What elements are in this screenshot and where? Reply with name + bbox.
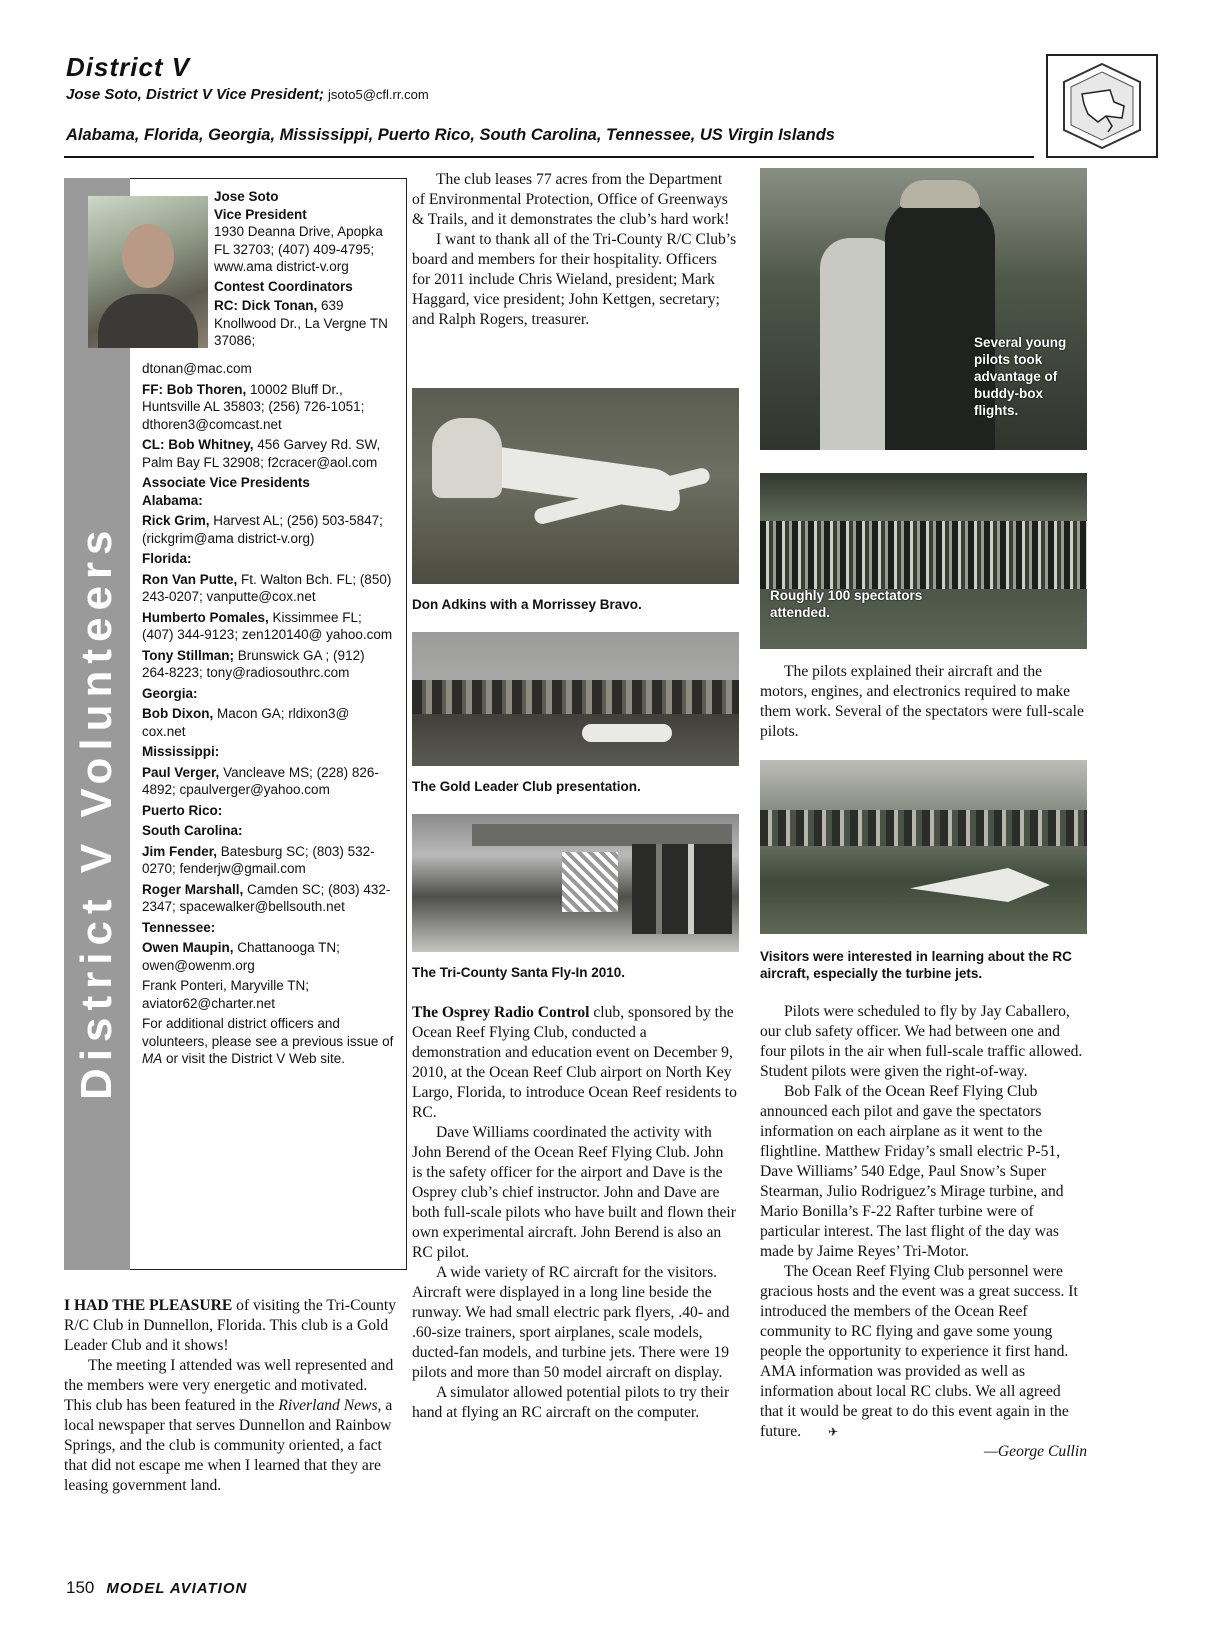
- ms-avp-name: Paul Verger,: [142, 764, 220, 780]
- ff-coordinator-info: 10002 Bluff Dr., Huntsville AL 35803; (256) 726-1051; dthoren3@comcast.net: [142, 381, 365, 432]
- volunteer-list: [142, 360, 394, 1068]
- vp-email: jsoto5@cfl.rr.com: [328, 87, 429, 102]
- sc-avp2-name: Roger Marshall,: [142, 881, 244, 897]
- district-title: District V: [66, 52, 191, 82]
- caption-photo3: The Tri-County Santa Fly-In 2010.: [412, 965, 626, 980]
- fl-avp2-info: Kissimmee FL; (407) 344-9123; zen120140@ yahoo.com: [142, 609, 393, 642]
- tn-avp1-info: Chattanooga TN; owen@owenm.org: [142, 940, 340, 973]
- article-c3-p1: The pilots explained their aircraft and the motors, engines, and electronics required to make them work. Several of the spectators were full-scale pilots.: [760, 663, 1084, 740]
- magazine-name: MODEL AVIATION: [106, 1580, 248, 1597]
- fl-avp1-info: Ft. Walton Bch. FL; (850) 243-0207; vanputte@cox.net: [142, 571, 392, 604]
- photo-hat: [900, 180, 980, 208]
- article-column-1: [64, 1296, 398, 1496]
- article-column-3-bottom: [760, 1002, 1087, 1462]
- al-avp-info: Harvest AL; (256) 503-5847; (rickgrim@ama district-v.org): [142, 513, 383, 546]
- district-map-logo: [1046, 54, 1158, 158]
- ff-coordinator-name: FF: Bob Thoren,: [142, 381, 247, 397]
- article-c1-p1: of visiting the Tri-County R/C Club in Dunnellon, Florida. This club is a Gold Leader Club and it shows!: [64, 1297, 397, 1354]
- article-c1-p2a: The meeting I attended was well represented and the members were very energetic and motivated. This club has been featured in the: [64, 1357, 394, 1414]
- photo-jet-model: [910, 868, 1050, 902]
- fl-avp3-name: Tony Stillman;: [142, 647, 235, 663]
- state-mississippi: Mississippi:: [142, 744, 220, 759]
- state-tennessee: Tennessee:: [142, 919, 216, 935]
- article-c2-p1: The club leases 77 acres from the Department of Environmental Protection, Office of Greenways & Trails, and it demonstrates the club’s hard work!: [412, 171, 730, 228]
- vp-name: Jose Soto: [214, 189, 279, 204]
- article-c2-p3: club, sponsored by the Ocean Reef Flying Club, conducted a demonstration and education event on December 9, 2010, at the Ocean Reef Club airport on North Key Largo, Florida, to introduce Ocean Reef residents to RC.: [412, 1004, 737, 1121]
- ga-avp-name: Bob Dixon,: [142, 706, 214, 721]
- article-lead: I HAD THE PLEASURE: [64, 1297, 233, 1314]
- cl-coordinator-name: CL: Bob Whitney,: [142, 437, 254, 452]
- article-column-2-bottom: [412, 1003, 737, 1423]
- tn-avp2: Frank Ponteri, Maryville TN; aviator62@charter.net: [142, 978, 310, 1011]
- rc-coordinator-email: dtonan@mac.com: [142, 361, 252, 376]
- rc-coordinator-info: 639 Knollwood Dr., La Vergne TN 37086;: [214, 298, 388, 348]
- ga-avp-info: Macon GA; rldixon3@ cox.net: [142, 706, 350, 739]
- photo-young-pilots: [760, 168, 1087, 450]
- page-footer: [66, 1578, 247, 1598]
- fl-avp1-name: Ron Van Putte,: [142, 571, 238, 587]
- photo-crowd: [760, 521, 1087, 589]
- district-map-icon: [1048, 56, 1156, 156]
- photo-lattice: [562, 852, 618, 912]
- article-c2-p2: I want to thank all of the Tri-County R/C Club’s board and members for their hospitality. Officers for 2011 include Chris Wieland, president; Mark Haggard, vice president; John Kettgen, secretary; and Ralph Rogers, treasurer.: [412, 231, 737, 328]
- caption-photo4: Several young pilots took advantage of buddy-box flights.: [974, 335, 1067, 418]
- vp-address: 1930 Deanna Drive, Apopka FL 32703; (407) 409-4795; www.ama district-v.org: [214, 224, 383, 274]
- fl-avp2-name: Humberto Pomales,: [142, 609, 269, 625]
- fl-avp3-info: Brunswick GA ; (912) 264-8223; tony@radiosouthrc.com: [142, 647, 365, 680]
- photo-model-plane: [582, 724, 672, 742]
- article-c2-p4: Dave Williams coordinated the activity with John Berend of the Ocean Reef Flying Club. John is the safety officer for the airport and Dave is the Osprey club’s chief instructor. John and Dave are both full-scale pilots who have built and flown their own experimental aircraft. John Berend is also an RC pilot.: [412, 1124, 736, 1261]
- sidebar-note-ma: MA: [142, 1051, 163, 1066]
- district-states: Alabama, Florida, Georgia, Mississippi, Puerto Rico, South Carolina, Tennessee, US Virgin Islands: [66, 126, 835, 144]
- rc-coordinator-name: RC: Dick Tonan,: [214, 298, 318, 313]
- photo-don-adkins: [412, 388, 739, 584]
- sc-avp1-info: Batesburg SC; (803) 532-0270; fenderjw@gmail.com: [142, 843, 375, 876]
- ms-avp-info: Vancleave MS; (228) 826-4892; cpaulverger@yahoo.com: [142, 764, 379, 797]
- caption-photo6: Visitors were interested in learning about the RC aircraft, especially the turbine jets.: [760, 949, 1072, 981]
- portrait-face: [122, 224, 174, 288]
- article-c2-p5: A wide variety of RC aircraft for the visitors. Aircraft were displayed in a long line beside the runway. We had small electric park flyers, .40- and .60-size trainers, sport airplanes, scale models, ducted-fan models, and turbine jets. There were 19 pilots and more than 50 model aircraft on display.: [412, 1264, 730, 1381]
- state-georgia: Georgia:: [142, 685, 198, 701]
- header-divider: [64, 156, 1034, 158]
- photo-santa-fly-in: [412, 814, 739, 952]
- contest-heading: Contest Coordinators: [214, 278, 353, 294]
- caption-photo1: Don Adkins with a Morrissey Bravo.: [412, 597, 642, 612]
- state-puerto-rico: Puerto Rico:: [142, 802, 223, 818]
- caption-photo2: The Gold Leader Club presentation.: [412, 779, 641, 794]
- state-florida: Florida:: [142, 551, 192, 566]
- photo-turbine-jets: [760, 760, 1087, 934]
- volunteers-banner-text: District V Volunteers: [72, 523, 121, 1100]
- article-c1-p2b: a local newspaper that serves Dunnellon and Rainbow Springs, and the club is community oriented, a fact that did not escape me when I learned that they are leasing government land.: [64, 1397, 393, 1494]
- photo-spectators: [760, 473, 1087, 649]
- caption-photo5: Roughly 100 spectators attended.: [770, 588, 923, 620]
- vp-title: Vice President: [214, 206, 307, 222]
- state-south-carolina: South Carolina:: [142, 823, 243, 838]
- photo-gold-leader: [412, 632, 739, 766]
- article-signature: —George Cullin: [984, 1443, 1087, 1460]
- avp-heading: Associate Vice Presidents: [142, 475, 310, 490]
- article-column-2-top: [412, 170, 737, 330]
- state-alabama: Alabama:: [142, 492, 203, 508]
- photo-person: [432, 418, 502, 498]
- vp-line: Jose Soto, District V Vice President;: [66, 86, 324, 103]
- photo-people: [632, 844, 732, 934]
- photo-pavilion-roof: [472, 824, 732, 846]
- page-number: 150: [66, 1578, 95, 1597]
- sc-avp1-name: Jim Fender,: [142, 843, 218, 859]
- article-column-3-top: [760, 662, 1087, 742]
- end-mark-icon: ✈: [828, 1425, 839, 1439]
- article-lead-2: The Osprey Radio Control: [412, 1004, 590, 1021]
- sidebar-note-b: or visit the District V Web site.: [162, 1051, 346, 1066]
- al-avp-name: Rick Grim,: [142, 513, 210, 528]
- sc-avp2-info: Camden SC; (803) 432-2347; spacewalker@bellsouth.net: [142, 881, 391, 914]
- sidebar-note-a: For additional district officers and volunteers, please see a previous issue of: [142, 1016, 394, 1049]
- article-c2-p6: A simulator allowed potential pilots to try their hand at flying an RC aircraft on the computer.: [412, 1384, 730, 1421]
- article-c1-p2-ital: Riverland News,: [278, 1397, 382, 1414]
- article-c3-p2: Pilots were scheduled to fly by Jay Caballero, our club safety officer. We had between one and four pilots in the air when full-scale traffic allowed. Student pilots were given the right-of-way.: [760, 1003, 1083, 1080]
- photo-group-row: [412, 680, 739, 714]
- vp-contact: [214, 188, 396, 350]
- vp-portrait-photo: [88, 196, 208, 348]
- photo-visitors: [760, 810, 1087, 846]
- cl-coordinator-info: 456 Garvey Rd. SW, Palm Bay FL 32908; f2cracer@aol.com: [142, 437, 381, 470]
- sidebar-note: [142, 1015, 394, 1068]
- tn-avp1-name: Owen Maupin,: [142, 940, 234, 955]
- article-c3-p3: Bob Falk of the Ocean Reef Flying Club announced each pilot and gave the spectators information on each airplane as it went to the flightline. Matthew Friday’s small electric P-51, Dave Williams’ 540 Edge, Paul Snow’s Super Stearman, Julio Rodriguez’s Mirage turbine, and Mario Bonilla’s F-22 Rafter turbine were of particular interest. The last flight of the day was made by Jaime Reyes’ Tri-Motor.: [760, 1083, 1064, 1260]
- article-c3-p4: The Ocean Reef Flying Club personnel were gracious hosts and the event was a great success. It introduced the members of the Ocean Reef community to RC flying and gave some young people the opportunity to experience it first hand. AMA information was provided as well as information about local RC clubs. We all agreed that it would be great to do this event again in the future.: [760, 1263, 1078, 1440]
- portrait-shirt: [98, 294, 198, 348]
